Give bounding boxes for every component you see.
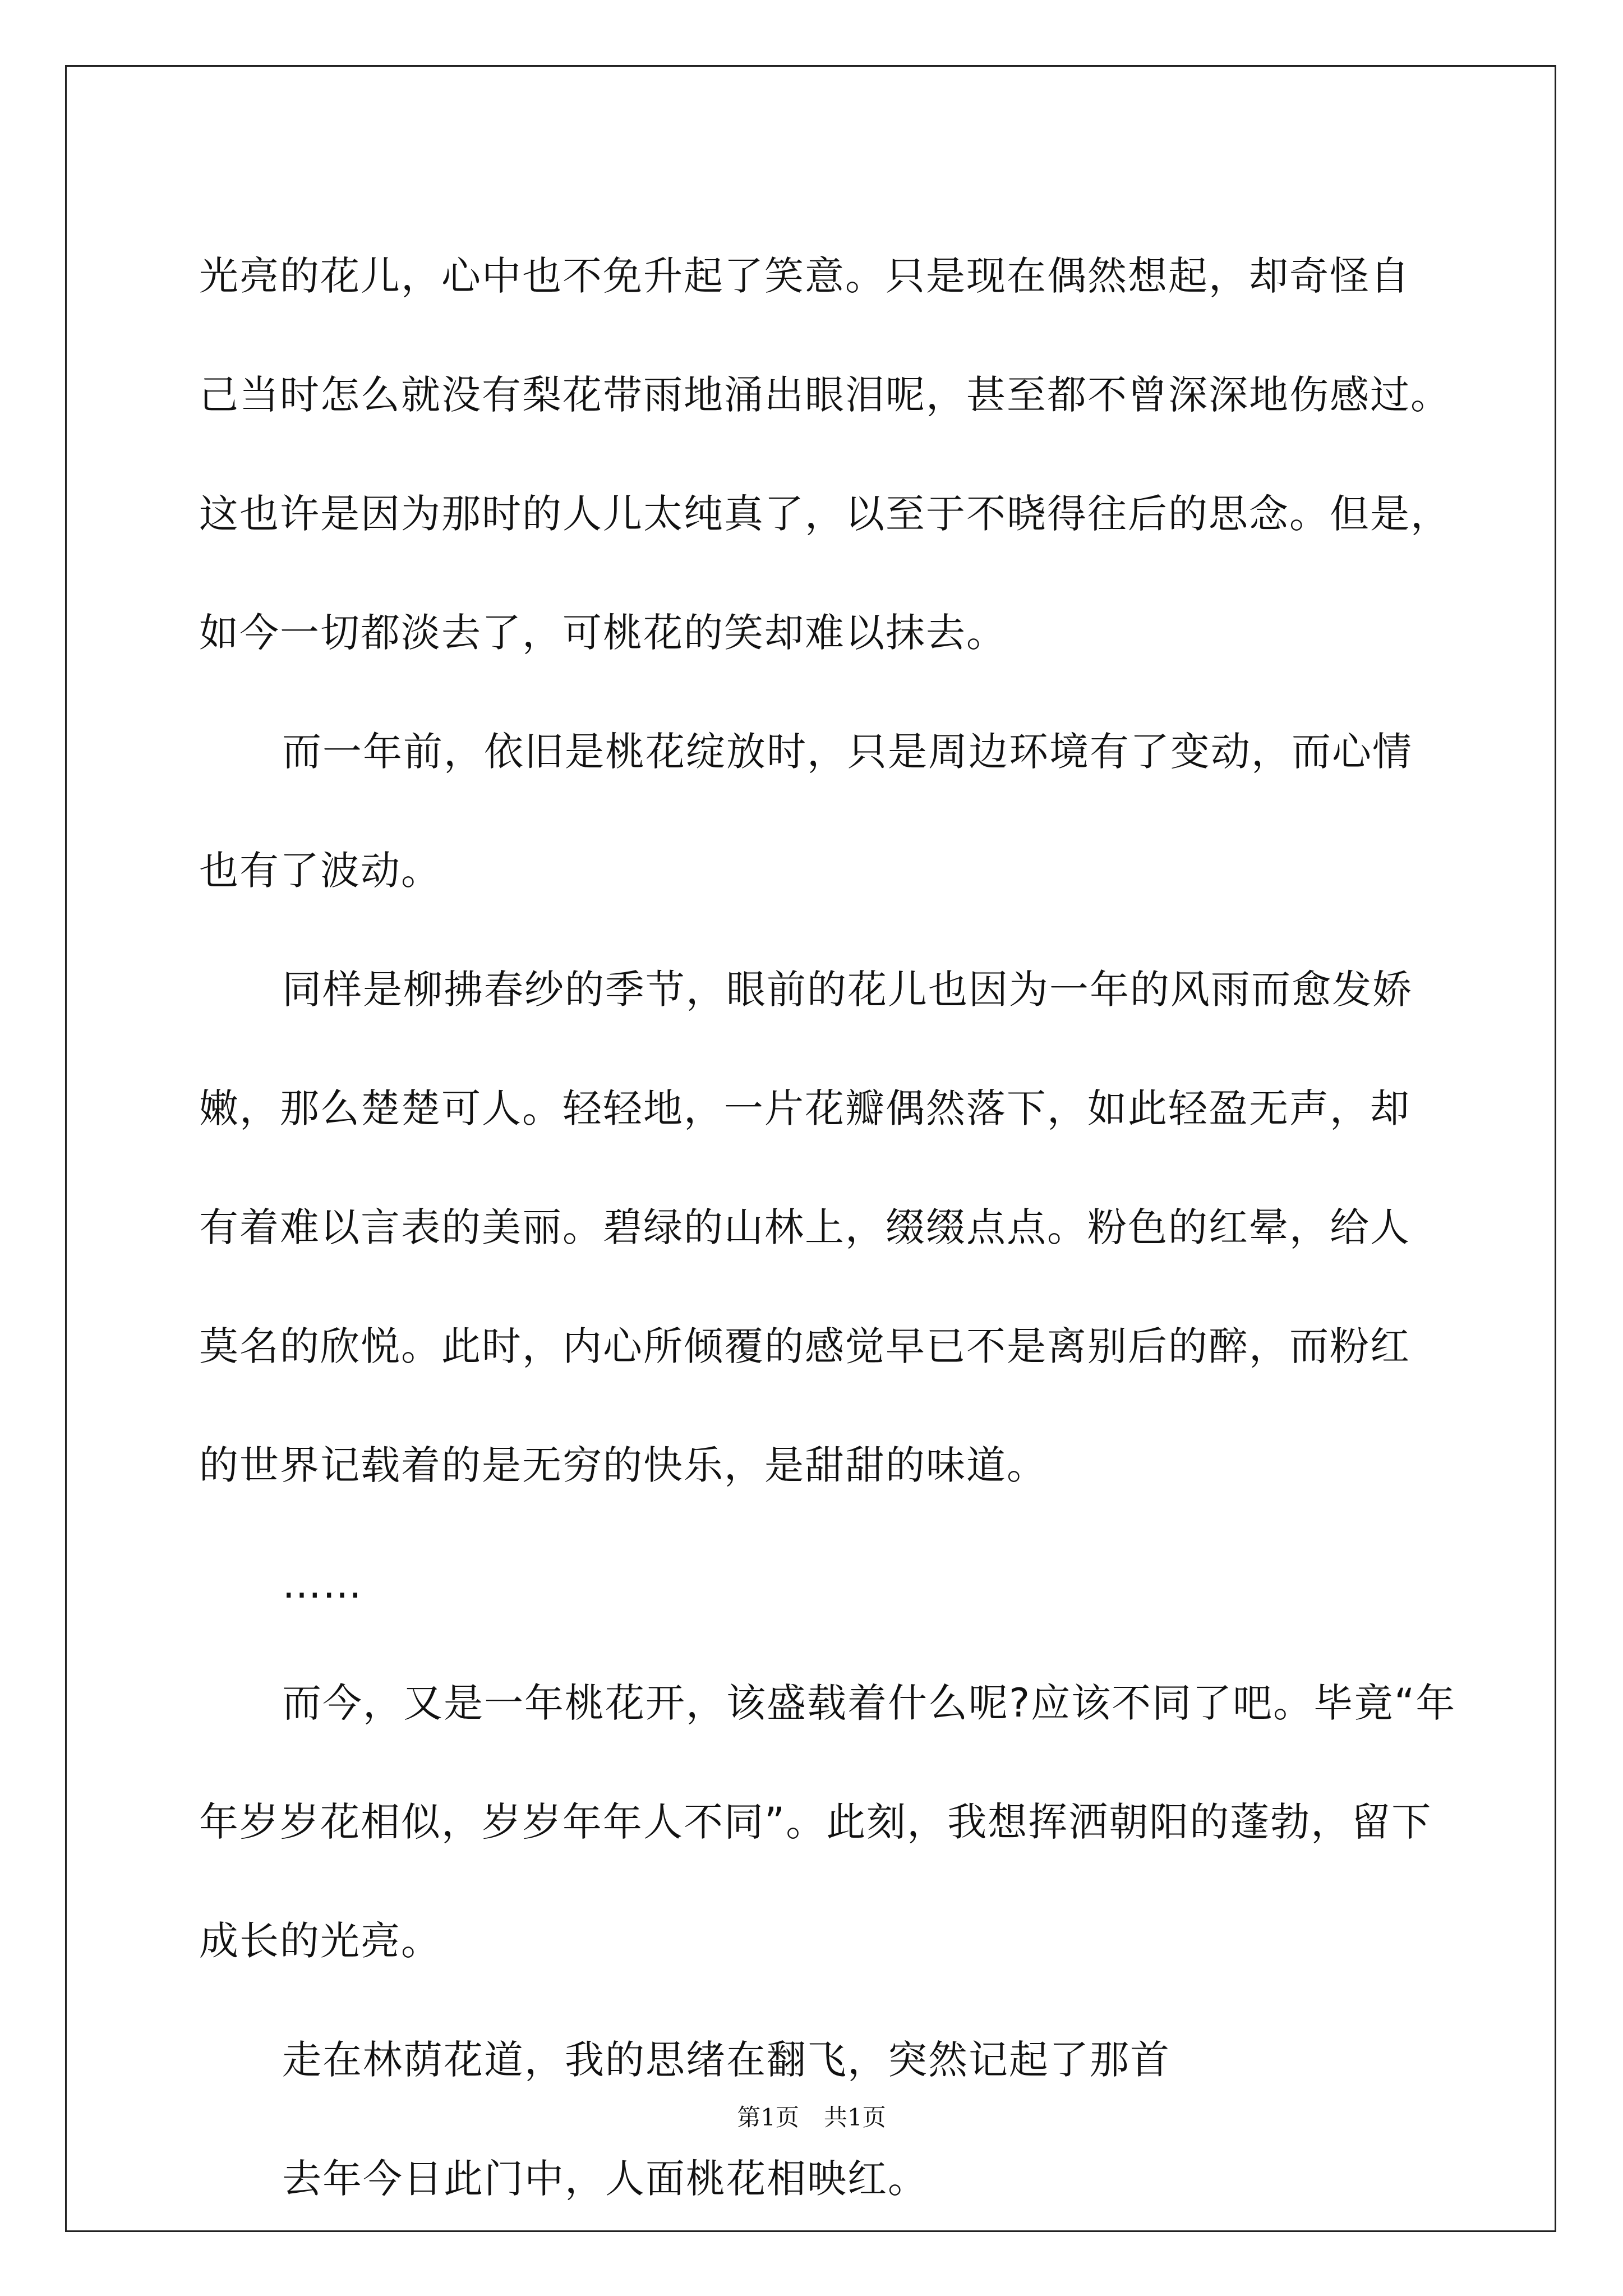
page-number: 第1页 (737, 2104, 799, 2131)
text-line: 而今，又是一年桃花开，该盛载着什么呢?应该不同了吧。毕竟“年 (282, 1680, 1456, 1726)
page-total: 共1页 (824, 2104, 886, 2131)
text-line: 年岁岁花相似，岁岁年年人不同”。此刻，我想挥洒朝阳的蓬勃，留下 (199, 1799, 1432, 1845)
page-footer (0, 2099, 1623, 2133)
text-line: 己当时怎么就没有梨花带雨地涌出眼泪呢，甚至都不曾深深地伤感过。 (199, 372, 1451, 418)
text-line: 同样是柳拂春纱的季节，眼前的花儿也因为一年的风雨而愈发娇 (282, 967, 1413, 1013)
text-line: 有着难以言表的美丽。碧绿的山林上，缀缀点点。粉色的红晕，给人 (199, 1204, 1410, 1250)
text-line: 莫名的欣悦。此时，内心所倾覆的感觉早已不是离别后的醉，而粉红 (199, 1323, 1410, 1369)
poem-line: 去年今日此门中，人面桃花相映红。 (282, 2156, 928, 2202)
text-line: 成长的光亮。 (199, 1918, 441, 1964)
text-line: 走在林荫花道，我的思绪在翻飞，突然记起了那首 (282, 2037, 1170, 2083)
text-line: 光亮的花儿，心中也不免升起了笑意。只是现在偶然想起，却奇怪自 (199, 253, 1410, 299)
text-line: 的世界记载着的是无穷的快乐，是甜甜的味道。 (199, 1442, 1047, 1488)
document-body (199, 217, 1456, 2238)
text-line: 而一年前，依旧是桃花绽放时，只是周边环境有了变动，而心情 (282, 729, 1413, 775)
text-line: 如今一切都淡去了，可桃花的笑却难以抹去。 (199, 610, 1007, 656)
text-line: 这也许是因为那时的人儿太纯真了，以至于不晓得往后的思念。但是， (199, 491, 1451, 537)
text-line: 也有了波动。 (199, 848, 441, 894)
ellipsis-line: …… (282, 1561, 363, 1607)
text-line: 嫩，那么楚楚可人。轻轻地，一片花瓣偶然落下，如此轻盈无声，却 (199, 1085, 1410, 1131)
